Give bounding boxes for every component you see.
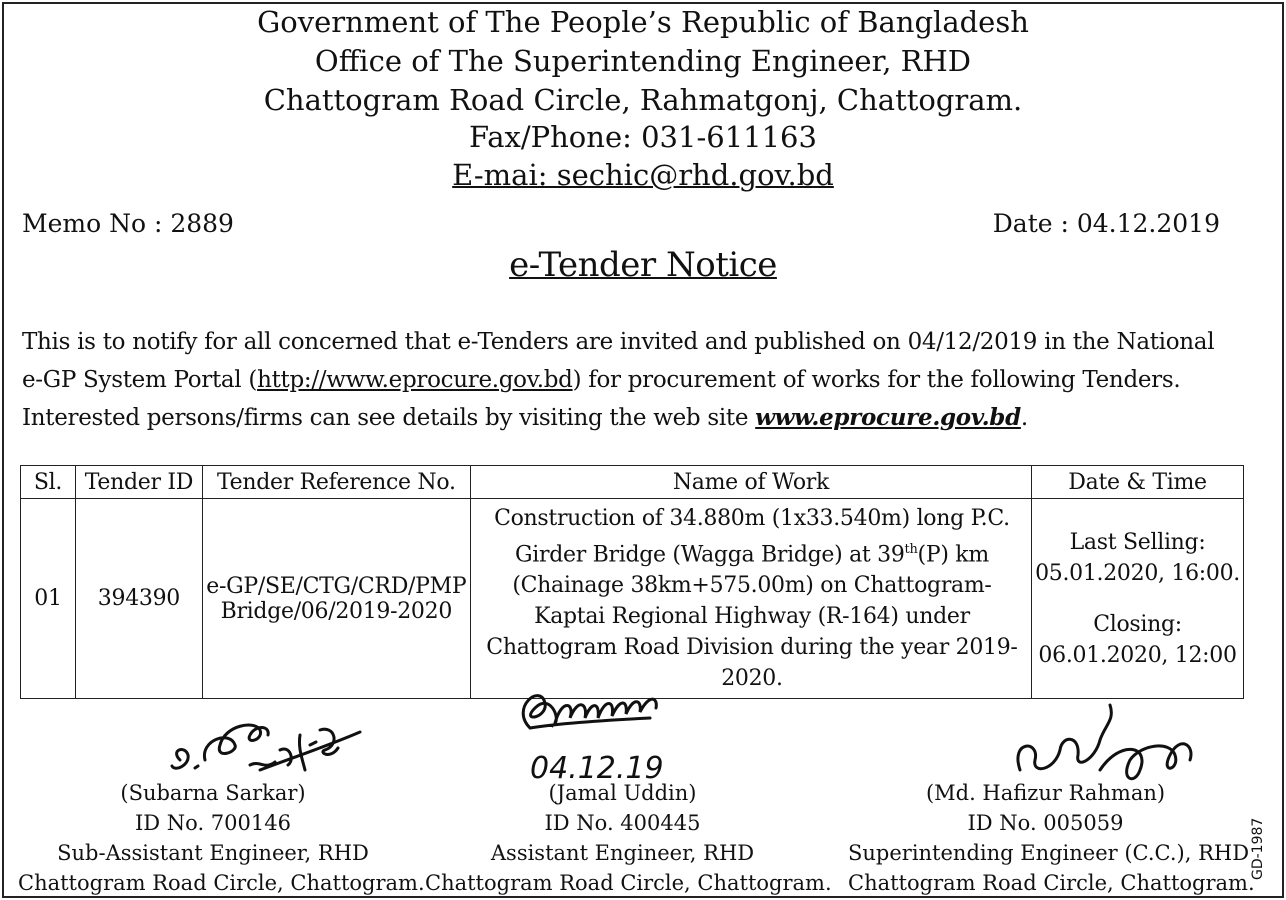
signatory-name: (Jamal Uddin): [548, 781, 697, 805]
fax-phone: Fax/Phone: 031-611163: [469, 120, 817, 154]
col-header-reference: Tender Reference No.: [202, 466, 470, 499]
col-header-date-time: Date & Time: [1032, 466, 1244, 499]
col-header-tender-id: Tender ID: [75, 466, 202, 499]
cell-sl: 01: [21, 499, 76, 699]
signature-block-subarna-sarkar: [18, 778, 425, 898]
last-selling-label: Last Selling:: [1069, 529, 1206, 555]
cell-work: Construction of 34.880m (1x33.540m) long P.C. Girder Bridge (Wagga Bridge) at 39th(P) km (Chainage 38km+575.00m) on Chattogram-Kaptai Regional Highway (R-164) under Chattogram Road Division during the year 2019-2020.: [470, 499, 1031, 699]
signatory-designation: Assistant Engineer, RHD: [490, 841, 755, 865]
signature-date-jamal: 04.12.19: [530, 751, 664, 786]
signatory-designation: Sub-Assistant Engineer, RHD: [57, 841, 369, 865]
col-header-work: Name of Work: [470, 466, 1031, 499]
signatory-id: ID No. 005059: [967, 811, 1124, 835]
cell-tender-id: 394390: [75, 499, 202, 699]
col-header-sl: Sl.: [21, 466, 76, 499]
closing-label: Closing:: [1093, 611, 1182, 637]
signatory-office: Chattogram Road Circle, Chattogram.: [425, 871, 832, 895]
signatory-id: ID No. 700146: [135, 811, 291, 835]
signatory-name: (Md. Hafizur Rahman): [925, 781, 1166, 805]
notice-title: e-Tender Notice: [509, 245, 777, 285]
signatory-office: Chattogram Road Circle, Chattogram.: [848, 871, 1255, 895]
side-code: GD-1987: [1250, 817, 1266, 880]
table-row: [21, 499, 1244, 699]
circle-address: Chattogram Road Circle, Rahmatgonj, Chattogram.: [263, 83, 1023, 117]
reference-line-2: Bridge/06/2019-2020: [220, 598, 453, 624]
cell-date-time: [1032, 499, 1244, 699]
eprocure-link[interactable]: http://www.eprocure.gov.bd: [257, 367, 573, 393]
tender-table: [20, 465, 1244, 699]
government-heading: Government of The People’s Republic of Bangladesh: [257, 5, 1029, 39]
signatory-id: ID No. 400445: [544, 811, 701, 835]
signatory-designation: Superintending Engineer (C.C.), RHD: [848, 841, 1250, 865]
notice-date: Date : 04.12.2019: [992, 209, 1220, 238]
signature-jamal-uddin: [500, 678, 700, 788]
memo-number: Memo No : 2889: [22, 209, 234, 238]
closing-value: 06.01.2020, 12:00: [1038, 642, 1237, 668]
eprocure-website-link[interactable]: www.eprocure.gov.bd: [755, 404, 1021, 431]
intro-paragraph: This is to notify for all concerned that e-Tenders are invited and published on 04/12/2019 in the National e-GP System Portal (http://www.eprocure.gov.bd) for procurement of works for the following Tenders. Interested persons/firms can see details by visiting the web site www.eprocure.gov.bd.: [22, 329, 1215, 431]
reference-line-1: e-GP/SE/CTG/CRD/PMP: [206, 573, 467, 599]
email-text: E-mai: sechic@rhd.gov.bd: [452, 158, 834, 192]
email-line: [0, 157, 1286, 193]
signature-block-hafizur-rahman: [848, 778, 1255, 898]
cell-reference: [202, 499, 470, 699]
signature-block-jamal-uddin: [425, 778, 832, 898]
signatory-office: Chattogram Road Circle, Chattogram.: [18, 871, 425, 895]
table-header-row: [21, 466, 1244, 499]
signature-subarna-sarkar: [160, 690, 380, 790]
office-heading: Office of The Superintending Engineer, RHD: [314, 44, 972, 78]
signatory-name: (Subarna Sarkar): [120, 781, 306, 805]
last-selling-value: 05.01.2020, 16:00.: [1035, 560, 1241, 586]
